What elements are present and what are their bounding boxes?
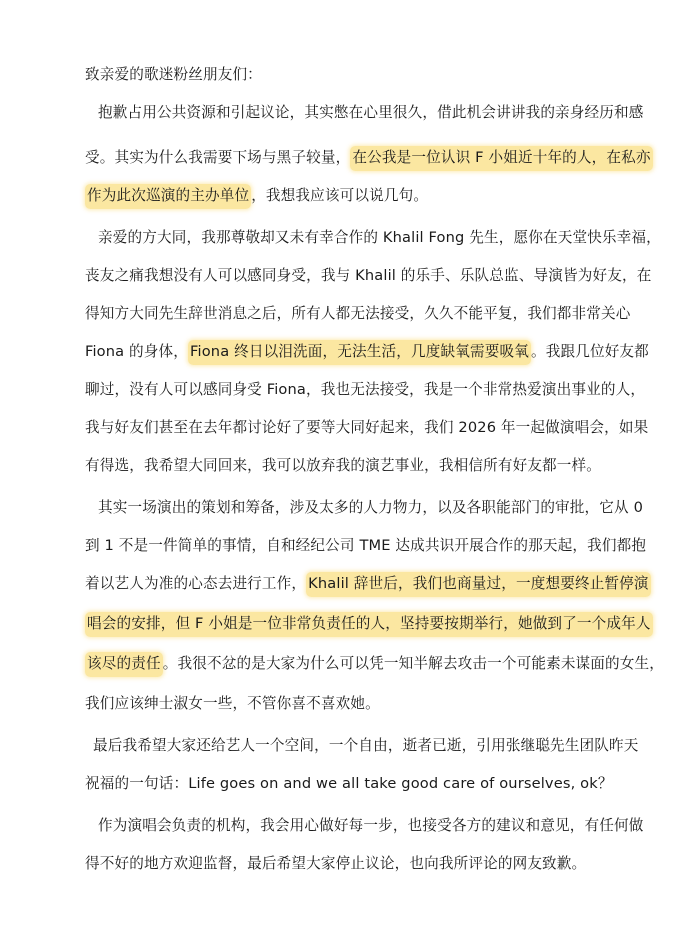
line-text: 着以艺人为准的心态去进行工作，: [85, 575, 307, 592]
line-text: 到 1 不是一件简单的事情，自和经纪公司 TME 达成共识开展合作的那天起，我们都抱: [85, 537, 647, 554]
letter-line: [85, 340, 649, 364]
letter-line: [85, 772, 613, 796]
letter-line: [85, 264, 651, 288]
line-text: 得知方大同先生辞世消息之后，所有人都无法接受，久久不能平复，我们都非常关心: [85, 305, 631, 322]
letter-line: [93, 734, 639, 758]
highlighted-text: 唱会的安排，但 F 小姐是一位非常负责任的人，坚持要按期举行，她做到了一个成年人: [85, 612, 653, 637]
highlighted-text: 在公我是一位认识 F 小姐近十年的人，在私亦: [350, 146, 652, 171]
line-text: Fiona 的身体，: [85, 343, 189, 360]
letter-line: [85, 852, 586, 876]
line-text: 有得选，我希望大同回来，我可以放弃我的演艺事业，我相信所有好友都一样。: [85, 457, 602, 474]
letter-line: [85, 146, 653, 170]
line-text: 其实一场演出的策划和筹备，涉及太多的人力物力，以及各职能部门的审批，它从 0: [98, 499, 644, 516]
line-text: 抱歉占用公共资源和引起议论，其实憋在心里很久，借此机会讲讲我的亲身经历和感: [98, 104, 644, 121]
letter-line: [85, 652, 664, 676]
line-text: 。我跟几位好友都: [530, 343, 649, 360]
letter-line: [85, 416, 648, 440]
highlighted-text: 作为此次巡演的主办单位: [85, 184, 251, 209]
letter-line: [85, 378, 645, 402]
line-text: ，我想我应该可以说几句。: [251, 187, 429, 204]
line-text: 作为演唱会负责的机构，我会用心做好每一步，也接受各方的建议和意见，有任何做: [98, 817, 644, 834]
line-text: 我们应该绅士淑女一些，不管你喜不喜欢她。: [85, 695, 380, 712]
line-text: 。我很不忿的是大家为什么可以凭一知半解去攻击一个可能素未谋面的女生，: [162, 655, 665, 672]
line-text: 得不好的地方欢迎监督，最后希望大家停止议论，也向我所评论的网友致歉。: [85, 855, 587, 872]
greeting: 致亲爱的歌迷粉丝朋友们：: [85, 66, 262, 83]
letter-line: [85, 302, 631, 326]
highlighted-text: Khalil 辞世后，我们也商量过，一度想要终止暂停演: [306, 572, 651, 597]
letter-line: [98, 101, 644, 125]
letter-line: [85, 454, 601, 478]
line-text: 聊过，没有人可以感同身受 Fiona，我也无法接受，我是一个非常热爱演出事业的人，: [85, 381, 646, 398]
letter-line: [98, 814, 644, 838]
letter-line: [85, 184, 428, 208]
letter-line: [85, 612, 653, 636]
letter-line: [98, 226, 661, 250]
line-text: 亲爱的方大同，我那尊敬却又未有幸合作的 Khalil Fong 先生，愿你在天堂快乐幸福，: [98, 229, 661, 246]
line-text: 丧友之痛我想没有人可以感同身受，我与 Khalil 的乐手、乐队总监、导演皆为好友，在: [85, 267, 652, 284]
highlighted-text: Fiona 终日以泪洗面，无法生活，几度缺氧需要吸氧: [188, 340, 531, 365]
letter-line: [85, 534, 646, 558]
highlighted-text: 该尽的责任: [85, 652, 163, 677]
line-text: 祝福的一句话：Life goes on and we all take good care of ourselves, ok？: [85, 775, 613, 792]
letter-line: [85, 572, 651, 596]
letter-line: [85, 692, 380, 716]
letter-line: [98, 496, 643, 520]
line-text: 最后我希望大家还给艺人一个空间，一个自由，逝者已逝，引用张继聪先生团队昨天: [93, 737, 639, 754]
line-text: 我与好友们甚至在去年都讨论好了要等大同好起来，我们 2026 年一起做演唱会，如果: [85, 419, 649, 436]
line-text: 受。其实为什么我需要下场与黑子较量，: [85, 149, 351, 166]
